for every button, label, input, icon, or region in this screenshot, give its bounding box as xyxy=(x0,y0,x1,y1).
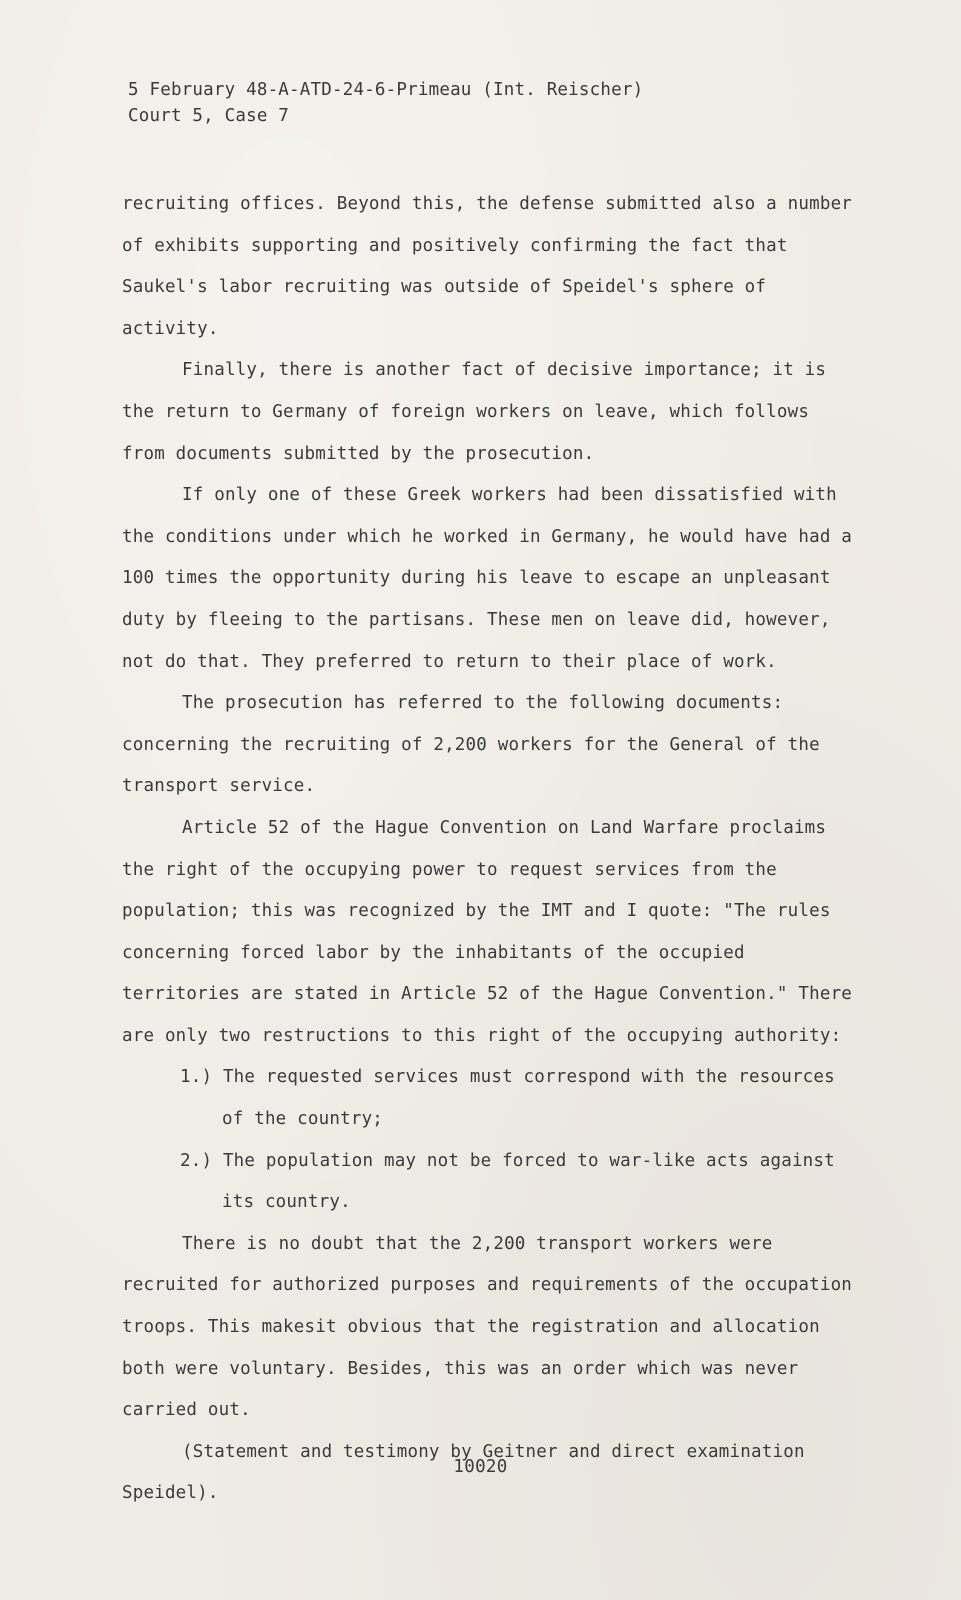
paragraph-article-52: Article 52 of the Hague Convention on Land Warfare proclaims the right of the occupying power to request services from the population; this was recognized by the IMT and I quote: "The rules concerning forced labor by the inhabitants of the occupied territories are stated in Article 52 of the Hague Convention." There are only two restructions to this right of the occupying authority: xyxy=(122,817,853,1046)
document-header xyxy=(128,77,643,129)
paragraph-transport-workers: There is no doubt that the 2,200 transport workers were recruited for authorized purposes and requirements of the occupation troops. This makesit obvious that the registration and allocation both were voluntary. Besides, this was an order which was never carried out. xyxy=(122,1233,853,1421)
header-date-reference: 5 February 48-A-ATD-24-6-Primeau (Int. Reischer) xyxy=(128,80,644,100)
paragraph-return-of-workers: Finally, there is another fact of decisive importance; it is the return to Germany of foreign workers on leave, which follows from documents submitted by the prosecution. xyxy=(122,360,827,464)
document-body xyxy=(122,184,862,1515)
paragraph-statement-testimony: (Statement and testimony by Geitner and direct examination Speidel). xyxy=(122,1441,805,1504)
list-item-2: 2.) The population may not be forced to war-like acts against its country. xyxy=(180,1150,835,1213)
paragraph-recruiting-offices: recruiting offices. Beyond this, the defense submitted also a number of exhibits supporting and positively confirming the fact that Saukel's labor recruiting was outside of Speidel's sphere of activity. xyxy=(122,194,853,339)
list-item-1: 1.) The requested services must correspond with the resources of the country; xyxy=(180,1067,835,1130)
paragraph-prosecution-documents: The prosecution has referred to the following documents: concerning the recruiting of 2,200 workers for the General of the transport service. xyxy=(122,693,820,797)
header-court-case: Court 5, Case 7 xyxy=(128,106,290,126)
page-number: 10020 xyxy=(453,1457,508,1477)
paragraph-greek-workers: If only one of these Greek workers had been dissatisfied with the conditions under which he worked in Germany, he would have had a 100 times the opportunity during his leave to escape an unpleasant duty by fleeing to the partisans. These men on leave did, however, not do that. They preferred to return to their place of work. xyxy=(122,485,853,672)
